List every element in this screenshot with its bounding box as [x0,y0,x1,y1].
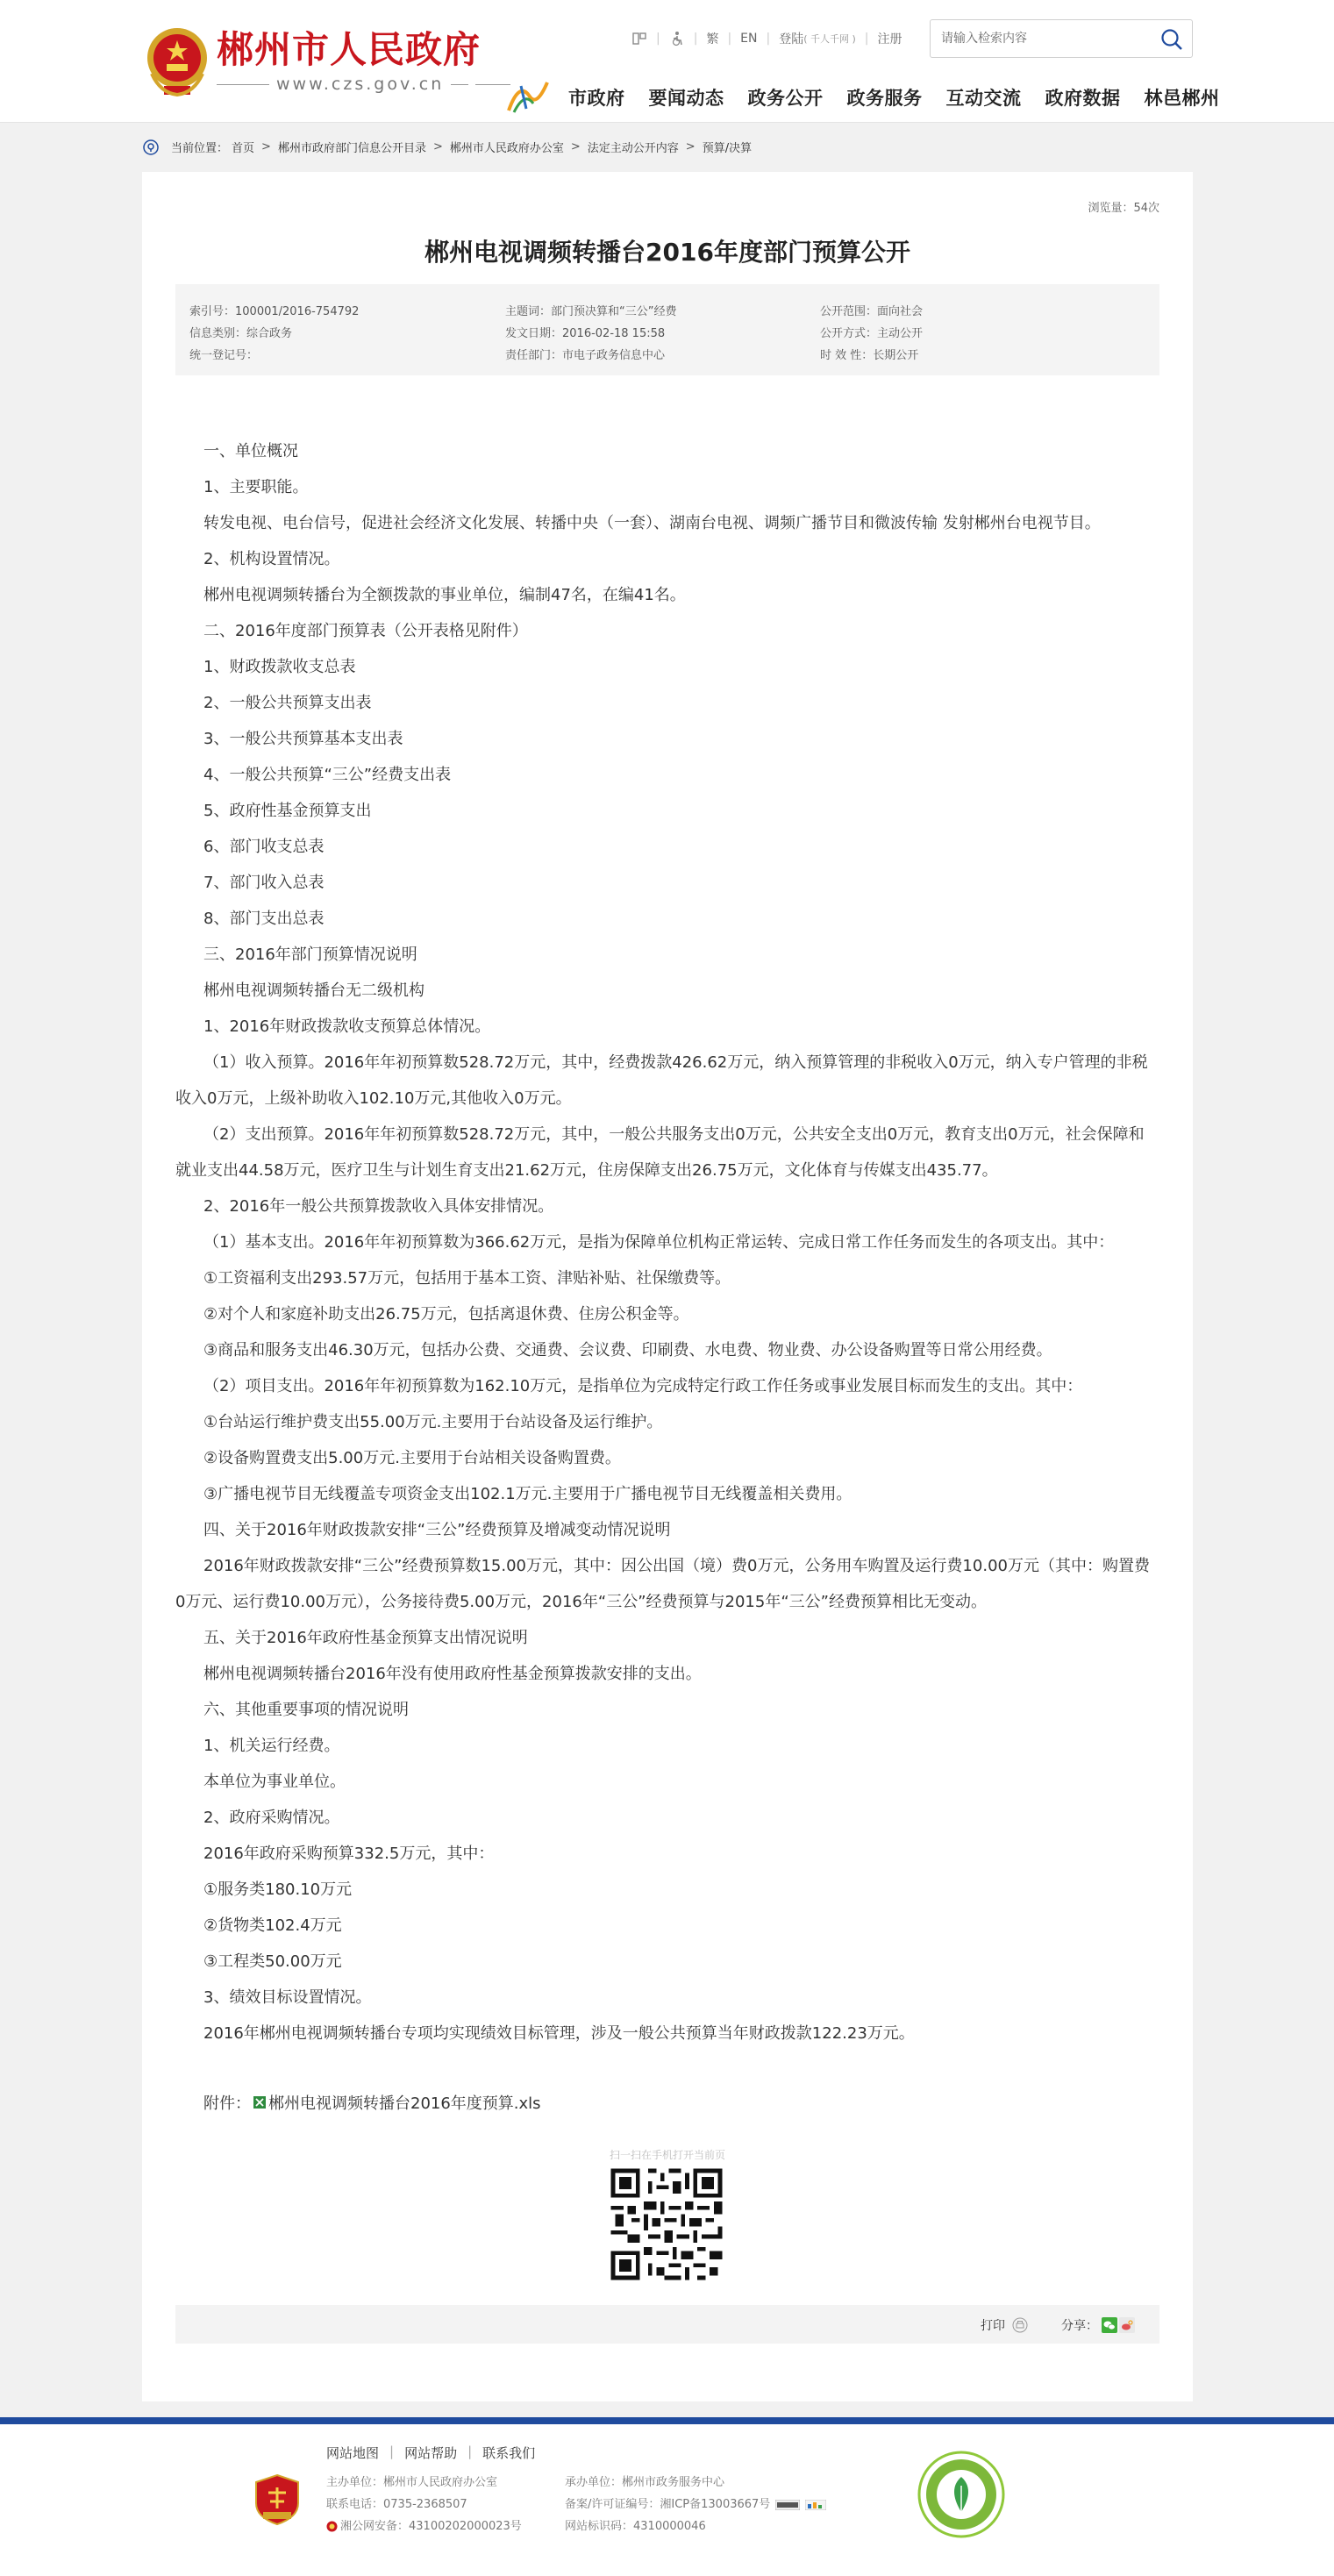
register-link[interactable]: 注册 [877,32,902,46]
attachment-link[interactable]: 郴州电视调频转播台2016年度预算.xls [268,2094,541,2113]
paragraph: 4、一般公共预算“三公”经费支出表 [203,766,452,784]
nav-item-government-services[interactable]: 政务服务 [846,88,923,109]
footer-info-right [565,2472,826,2537]
paragraph: 转发电视、电台信号，促进社会经济文化发展、转播中央（一套）、湖南台电视、调频广播节目和微波传输 发射郴州台电视节目。 [203,514,1101,532]
paragraph: 一、单位概况 [203,442,298,460]
english-link[interactable]: EN [740,32,758,46]
paragraph: （1）收入预算。2016年年初预算数528.72万元，其中，经费拨款426.62万元，纳入预算管理的非税收入0万元，纳入专户管理的非税收入0万元，上级补助收入102.10万元,其他收入0万元。 [175,1053,1148,1108]
paragraph: ②货物类102.4万元 [203,1916,342,1935]
paragraph: 1、机关运行经费。 [203,1737,340,1755]
view-count: 浏览量：54次 [1088,202,1159,215]
paragraph: 三、2016年部门预算情况说明 [203,945,417,964]
meta-date: 发文日期：2016-02-18 15:58 [505,327,666,340]
paragraph: ①服务类180.10万元 [203,1880,353,1899]
excel-file-icon [253,2095,267,2109]
site-title: 郴州市人民政府 [217,28,482,71]
paragraph: ①台站运行维护费支出55.00万元.主要用于台站设备及运行维护。 [203,1413,663,1431]
footer-info-left [326,2472,522,2537]
paragraph: ③工程类50.00万元 [203,1952,342,1971]
meta-dept: 责任部门：市电子政务信息中心 [505,349,666,362]
nav-item-city-government[interactable]: 市政府 [568,88,625,109]
article-title: 郴州电视调频转播台2016年度部门预算公开 [424,238,910,267]
paragraph: 2、机构设置情况。 [203,550,340,568]
breadcrumb: 当前位置： 首页 > 郴州市政府部门信息公开目录 > 郴州市人民政府办公室 > 法定主动公开内容 > 预算/决算 [143,139,755,155]
paragraph: 2016年郴州电视调频转播台专项均实现绩效目标管理，涉及一般公共预算当年财政拨款122.23万元。 [203,2024,915,2043]
attachment-label: 附件： [203,2094,251,2113]
footer-police-row [326,2515,522,2537]
paragraph: 2、政府采购情况。 [203,1809,340,1827]
paragraph: 6、部门收支总表 [203,838,325,856]
login-note: ( 千人千网 ) [803,33,856,45]
breadcrumb-label: 当前位置： [171,142,229,155]
paragraph: 2、2016年一般公共预算拨款收入具体安排情况。 [203,1197,554,1216]
footer-links: 网站地图 | 网站帮助 | 联系我们 [326,2444,536,2461]
meta-index-no: 索引号：100001/2016-754792 [189,305,360,318]
national-emblem-icon [143,23,211,98]
article-meta [175,284,1159,375]
weibo-icon[interactable] [1119,2317,1135,2333]
paragraph: 五、关于2016年政府性基金预算支出情况说明 [203,1629,528,1647]
meta-scope: 公开范围：面向社会 [820,305,924,318]
paragraph: 2016年政府采购预算332.5万元，其中： [203,1845,495,1863]
breadcrumb-home[interactable]: 首页 [232,142,255,155]
meta-method: 公开方式：主动公开 [820,327,924,340]
top-links: | | 繁 | EN | 登陆 ( 千人千网 ) | 注册 [631,26,902,51]
print-button[interactable] [981,2316,1028,2334]
paragraph: 2016年财政拨款安排“三公”经费预算数15.00万元，其中：因公出国（境）费0万元，公务用车购置及运行费10.00万元（其中：购置费0万元、运行费10.00万元），公务接待费5.00万元，2016年“三公”经费预算与2015年“三公”经费预算相比无变动。 [175,1557,1150,1611]
meta-reg-no: 统一登记号： [189,349,259,362]
paragraph: （2）支出预算。2016年年初预算数528.72万元，其中，一般公共服务支出0万元，公共安全支出0万元，教育支出0万元，社会保障和就业支出44.58万元，医疗卫生与计划生育支出21.62万元，住房保障支出26.75万元，文化体育与传媒支出435.77。 [175,1125,1145,1180]
paragraph: ③广播电视节目无线覆盖专项资金支出102.1万元.主要用于广播电视节目无线覆盖相关费用。 [203,1485,852,1503]
paragraph: 郴州电视调频转播台无二级机构 [203,981,424,1000]
site-footer [0,2417,1334,2576]
site-header [0,0,1334,123]
paragraph: ②设备购置费支出5.00万元.主要用于台站相关设备购置费。 [203,1449,621,1467]
footer-phone: 联系电话：0735-2368507 [326,2498,467,2511]
paragraph: 3、绩效目标设置情况。 [203,1988,372,2007]
government-website-seal-icon[interactable] [917,2451,1005,2538]
site-url: www.czs.gov.cn [217,75,517,94]
search-icon[interactable] [1160,28,1183,51]
search-input[interactable] [941,20,1152,57]
paragraph: （1）基本支出。2016年年初预算数为366.62万元，是指为保障单位机构正常运转、完成日常工作任务而发生的各项支出。其中： [203,1233,1115,1252]
paragraph: 本单位为事业单位。 [203,1773,346,1791]
site-logo[interactable] [143,23,517,98]
accessibility-icon[interactable] [669,31,685,46]
article-body [175,433,1159,2052]
elder-mode-icon[interactable] [631,31,647,46]
stats-icon[interactable] [805,2500,826,2510]
meta-category: 信息类别：综合政务 [189,327,293,340]
paragraph: 1、财政拨款收支总表 [203,658,356,676]
paragraph: 四、关于2016年财政拨款安排“三公”经费预算及增减变动情况说明 [203,1521,671,1539]
cnzz-icon[interactable] [775,2500,800,2510]
footer-sponsor: 主办单位：郴州市人民政府办公室 [326,2476,498,2489]
nav-item-interaction[interactable]: 互动交流 [945,88,1022,109]
breadcrumb-budget[interactable]: 预算/决算 [702,142,753,155]
footer-link-sitemap[interactable]: 网站地图 [326,2445,380,2461]
breadcrumb-open-content[interactable]: 法定主动公开内容 [587,142,679,155]
printer-icon [1012,2317,1028,2333]
nav-item-government-affairs-open[interactable]: 政务公开 [747,88,824,109]
paragraph: ①工资福利支出293.57万元，包括用于基本工资、津贴补贴、社保缴费等。 [203,1269,731,1288]
qr-caption: 扫一扫在手机打开当前页 [609,2149,725,2161]
nav-decoration-icon [503,77,553,116]
share-bar [175,2305,1159,2344]
breadcrumb-office[interactable]: 郴州市人民政府办公室 [449,142,564,155]
nav-item-linyi-chenzhou[interactable]: 林邑郴州 [1144,88,1220,109]
location-pin-icon [143,139,159,155]
nav-item-government-data[interactable]: 政府数据 [1045,88,1121,109]
article-container [142,172,1193,2401]
paragraph: 3、一般公共预算基本支出表 [203,730,403,748]
footer-icp[interactable]: 备案/许可证编号：湘ICP备13003667号 [565,2498,771,2511]
share-label: 分享： [1061,2319,1098,2333]
search-box [930,19,1193,58]
paragraph: 2、一般公共预算支出表 [203,694,372,712]
police-badge-icon [326,2521,338,2532]
footer-icp-row [565,2494,826,2515]
wechat-icon[interactable] [1102,2317,1117,2333]
paragraph: 二、2016年度部门预算表（公开表格见附件） [203,622,528,640]
meta-topic: 主题词：部门预决算和“三公”经费 [505,305,677,318]
paragraph: 郴州电视调频转播台2016年没有使用政府性基金预算拨款安排的支出。 [203,1665,702,1683]
qr-code-icon [607,2165,726,2284]
paragraph: 7、部门收入总表 [203,874,325,892]
breadcrumb-directory[interactable]: 郴州市政府部门信息公开目录 [277,142,426,155]
main-nav [568,84,1244,111]
nav-item-news[interactable]: 要闻动态 [648,88,724,109]
party-government-badge-icon[interactable] [254,2473,300,2526]
paragraph: 1、主要职能。 [203,478,309,496]
paragraph: ②对个人和家庭补助支出26.75万元，包括离退休费、住房公积金等。 [203,1305,689,1324]
login-link[interactable]: 登陆 [779,32,804,46]
paragraph: 1、2016年财政拨款收支预算总体情况。 [203,1017,491,1036]
footer-site-code: 网站标识码：4310000046 [565,2520,706,2533]
attachment [203,2091,541,2114]
footer-link-contact[interactable]: 联系我们 [482,2445,536,2461]
footer-organizer: 承办单位：郴州市政务服务中心 [565,2476,725,2489]
paragraph: 5、政府性基金预算支出 [203,802,372,820]
paragraph: 8、部门支出总表 [203,910,325,928]
footer-link-help[interactable]: 网站帮助 [404,2445,458,2461]
meta-validity: 时 效 性：长期公开 [820,349,919,362]
footer-police[interactable]: 湘公网安备：43100202000023号 [340,2520,522,2533]
paragraph: 郴州电视调频转播台为全额拨款的事业单位，编制47名，在编41名。 [203,586,686,604]
print-label: 打印 [981,2319,1005,2333]
paragraph: 六、其他重要事项的情况说明 [203,1701,409,1719]
paragraph: （2）项目支出。2016年年初预算数为162.10万元，是指单位为完成特定行政工作任务或事业发展目标而发生的支出。其中： [203,1377,1083,1395]
paragraph: ③商品和服务支出46.30万元，包括办公费、交通费、会议费、印刷费、水电费、物业费、办公设备购置等日常公用经费。 [203,1341,1052,1359]
share-group [1061,2316,1135,2334]
traditional-chinese-link[interactable]: 繁 [706,32,719,46]
